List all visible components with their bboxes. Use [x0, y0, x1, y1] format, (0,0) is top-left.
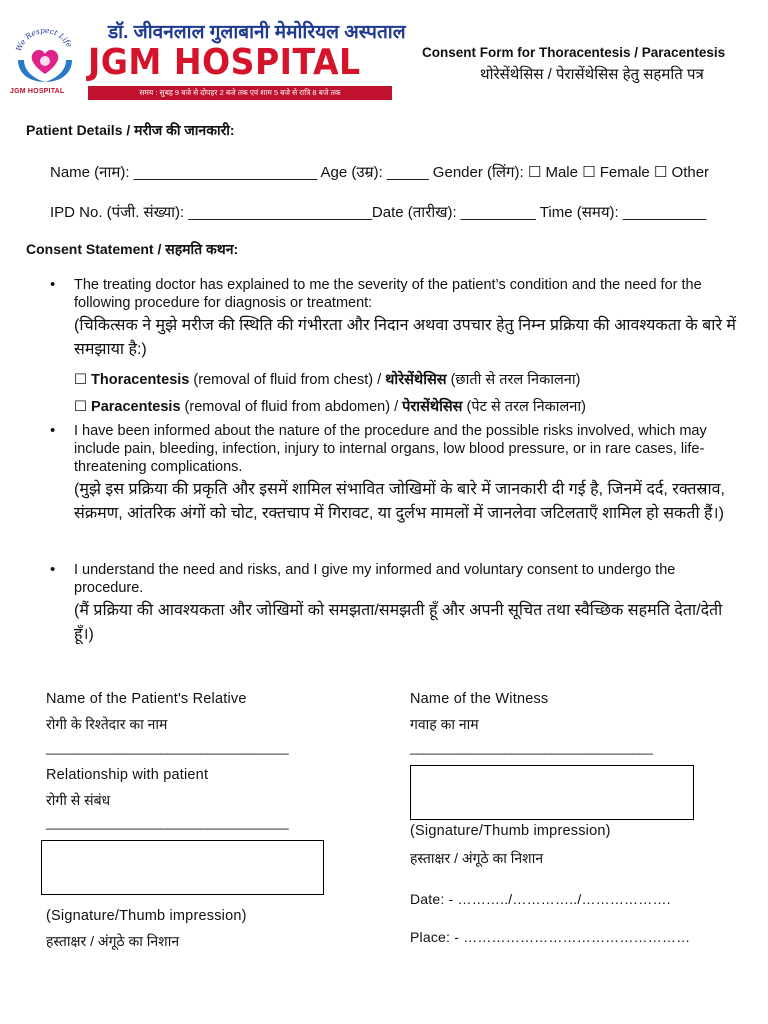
option-desc-hindi: (पेट से तरल निकालना): [462, 399, 586, 415]
witness-name-label-hindi: गवाह का नाम: [410, 716, 479, 732]
consent-bullet-3: [50, 561, 740, 647]
relative-signature-label-hindi: हस्ताक्षर / अंगूठे का निशान: [46, 933, 180, 949]
hands-heart-logo-icon: [12, 24, 78, 86]
bullet-icon: •: [50, 276, 56, 293]
hospital-name: JGM HOSPITAL: [88, 42, 361, 83]
option-name-hindi: थोरेसेंथेसिस: [385, 372, 447, 388]
ipd-date-time-line[interactable]: IPD No. (पंजी. संख्या): ______________________Date (तारीख): _________ Time (समय): __________: [50, 204, 707, 221]
relative-name-label-hindi: रोगी के रिश्तेदार का नाम: [46, 716, 168, 732]
place-field[interactable]: Place: - …………………………………………: [410, 929, 691, 945]
option-thoracentesis[interactable]: [74, 368, 740, 392]
option-name: Thoracentesis: [91, 372, 190, 388]
hospital-logo: [12, 24, 78, 86]
logo-arc-text: We Respect Life: [14, 25, 75, 53]
checkbox-icon[interactable]: ☐: [74, 399, 87, 415]
option-desc: (removal of fluid from abdomen) /: [180, 399, 403, 415]
bullet-icon: •: [50, 561, 56, 578]
witness-signature-box[interactable]: [410, 765, 694, 820]
relationship-label: Relationship with patient: [46, 767, 209, 783]
option-name-hindi: पेरासेंथेसिस: [402, 399, 463, 415]
svg-text:We Respect Life: [14, 26, 74, 53]
bullet-3-hindi: (मैं प्रक्रिया की आवश्यकता और जोखिमों को समझता/समझती हूँ और अपनी सूचित तथा स्वैच्छिक सहमति देता/देती हूँ।): [74, 602, 723, 643]
option-paracentesis[interactable]: [74, 395, 740, 419]
witness-name-line[interactable]: ____________________________________: [410, 740, 653, 755]
bullet-3-english: I understand the need and risks, and I give my informed and voluntary consent to undergo the procedure.: [74, 562, 676, 596]
form-title-hindi: थोरेसेंथेसिस / पेरासेंथेसिस हेतु सहमति पत्र: [480, 66, 704, 83]
option-name: Paracentesis: [91, 399, 181, 415]
witness-name-label: Name of the Witness: [410, 691, 549, 707]
bullet-icon: •: [50, 422, 56, 439]
consent-bullet-1: [50, 276, 740, 419]
bullet-2-english: I have been informed about the nature of the procedure and the possible risks involved, which may include pain, bleeding, infection, injury to internal organs, low blood pressure, or in rare cases, life-threatening complications.: [74, 423, 707, 475]
bullet-1-hindi: (चिकित्सक ने मुझे मरीज की स्थिति की गंभीरता और निदान अथवा उपचार हेतु निम्न प्रक्रिया की आवश्यकता के बारे में समझाया है:): [74, 317, 736, 358]
patient-details-heading: Patient Details / मरीज की जानकारी:: [26, 122, 235, 138]
patient-name-age-gender-line[interactable]: Name (नाम): ______________________ Age (उम्र): _____ Gender (लिंग): ☐ Male ☐ Female ☐ Other: [50, 164, 710, 181]
consent-bullet-2: [50, 422, 740, 526]
relative-name-label: Name of the Patient's Relative: [46, 691, 247, 707]
relative-signature-label: (Signature/Thumb impression): [46, 908, 247, 924]
timings-bar: समय : सुबह 9 बजे से दोपहर 2 बजे तक एवं शाम 5 बजे से रात्रि 8 बजे तक: [88, 86, 392, 100]
relative-signature-box[interactable]: [41, 840, 324, 895]
relative-name-line[interactable]: ____________________________________: [46, 740, 289, 755]
checkbox-icon[interactable]: ☐: [74, 372, 87, 388]
hospital-name-hindi: डॉ. जीवनलाल गुलाबानी मेमोरियल अस्पताल: [108, 22, 406, 43]
relationship-line[interactable]: ____________________________________: [46, 815, 289, 830]
relationship-label-hindi: रोगी से संबंध: [46, 792, 111, 808]
bullet-1-english: The treating doctor has explained to me the severity of the patient’s condition and the need for the following procedure for diagnosis or treatment:: [74, 277, 702, 311]
option-desc-hindi: (छाती से तरल निकालना): [446, 372, 581, 388]
witness-signature-label-hindi: हस्ताक्षर / अंगूठे का निशान: [410, 850, 544, 866]
date-field[interactable]: Date: - ………../…………../……………….: [410, 891, 671, 907]
form-title: Consent Form for Thoracentesis / Paracentesis: [422, 45, 726, 60]
consent-heading: Consent Statement / सहमति कथन:: [26, 241, 239, 257]
option-desc: (removal of fluid from chest) /: [189, 372, 386, 388]
witness-signature-label: (Signature/Thumb impression): [410, 823, 611, 839]
logo-caption: JGM HOSPITAL: [10, 88, 65, 95]
bullet-2-hindi: (मुझे इस प्रक्रिया की प्रकृति और इसमें शामिल संभावित जोखिमों के बारे में जानकारी दी गई है, जिनमें दर्द, रक्तस्राव, संक्रमण, आंतरिक अंगों को चोट, रक्तचाप में गिरावट, या दुर्लभ मामलों में जानलेवा जटिलताएँ शामिल हो सकती हैं।): [74, 481, 725, 522]
